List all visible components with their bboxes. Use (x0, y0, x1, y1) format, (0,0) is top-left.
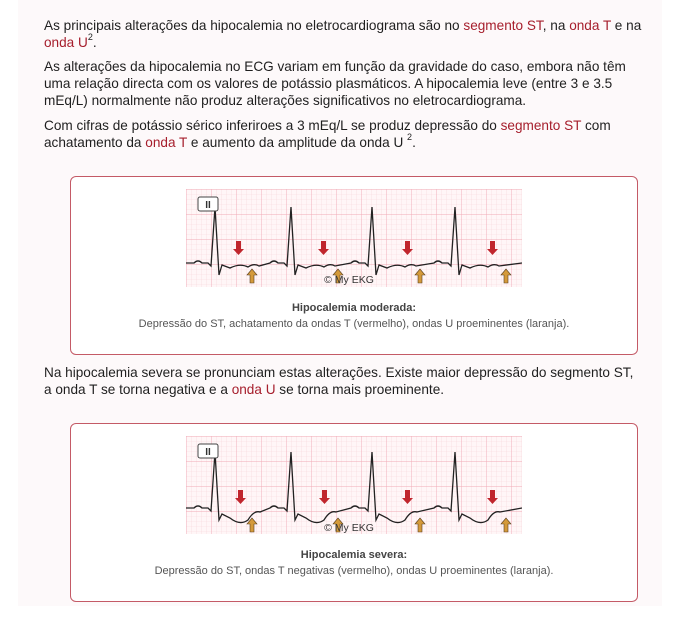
paragraph-intro (44, 17, 644, 51)
reference-superscript[interactable]: 2 (87, 32, 93, 43)
text: , na (542, 18, 570, 33)
reference-superscript[interactable]: 2 (407, 132, 413, 143)
ekg-strip-moderate (186, 189, 522, 287)
text: se torna mais proeminente. (275, 382, 445, 397)
text: com achatamento da (44, 118, 611, 150)
text: As alterações da hipocalemia no ECG variam em função da gravidade do caso, embora não têm uma relação directa com os valores de potássio plasmáticos. A hipocalemia leve (entre 3 e 3.5 mEq/L) normalmente não produz alterações significativos no eletrocardiograma. (44, 59, 626, 108)
figure-caption-text: Depressão do ST, ondas T negativas (vermelho), ondas U proeminentes (laranja). (154, 565, 554, 577)
lead-label: II (205, 200, 211, 211)
text: e aumento da amplitude da onda U (187, 135, 408, 150)
ekg-grid (186, 189, 522, 287)
text: As principais alterações da hipocalemia no eletrocardiograma são no (44, 18, 464, 33)
ekg-strip-severe (186, 436, 522, 534)
figure-caption-title: Hipocalemia moderada: (291, 302, 417, 314)
figure-moderate-hypokalemia (70, 176, 638, 355)
text: . (92, 35, 97, 50)
text: Na hipocalemia severa se pronunciam estas alterações. Existe maior depressão do segmento ST, a onda T se torna negativa e a (44, 365, 634, 397)
lead-label: II (205, 447, 211, 458)
watermark: © My EKG (324, 274, 374, 286)
text: e na (611, 18, 642, 33)
article-content (18, 0, 662, 606)
text: . (412, 135, 416, 150)
text: Com cifras de potássio sérico inferiroes a 3 mEq/L se produz depressão do (44, 118, 501, 133)
paragraph-severe (44, 364, 644, 398)
figure-caption-text: Depressão do ST, achatamento da ondas T (vermelho), ondas U proeminentes (laranja). (138, 318, 570, 330)
figure-caption-title: Hipocalemia severa: (300, 549, 408, 561)
link-segmento-st[interactable]: segmento ST (500, 118, 582, 133)
link-onda-u[interactable]: onda U (231, 382, 276, 397)
link-onda-t[interactable]: onda T (569, 18, 612, 33)
watermark: © My EKG (324, 522, 374, 534)
link-onda-u[interactable]: onda U (44, 35, 88, 50)
paragraph-moderate (44, 117, 644, 151)
figure-severe-hypokalemia (70, 423, 638, 602)
link-segmento-st[interactable]: segmento ST (463, 18, 543, 33)
paragraph-variation (44, 58, 644, 109)
link-onda-t[interactable]: onda T (145, 135, 188, 150)
